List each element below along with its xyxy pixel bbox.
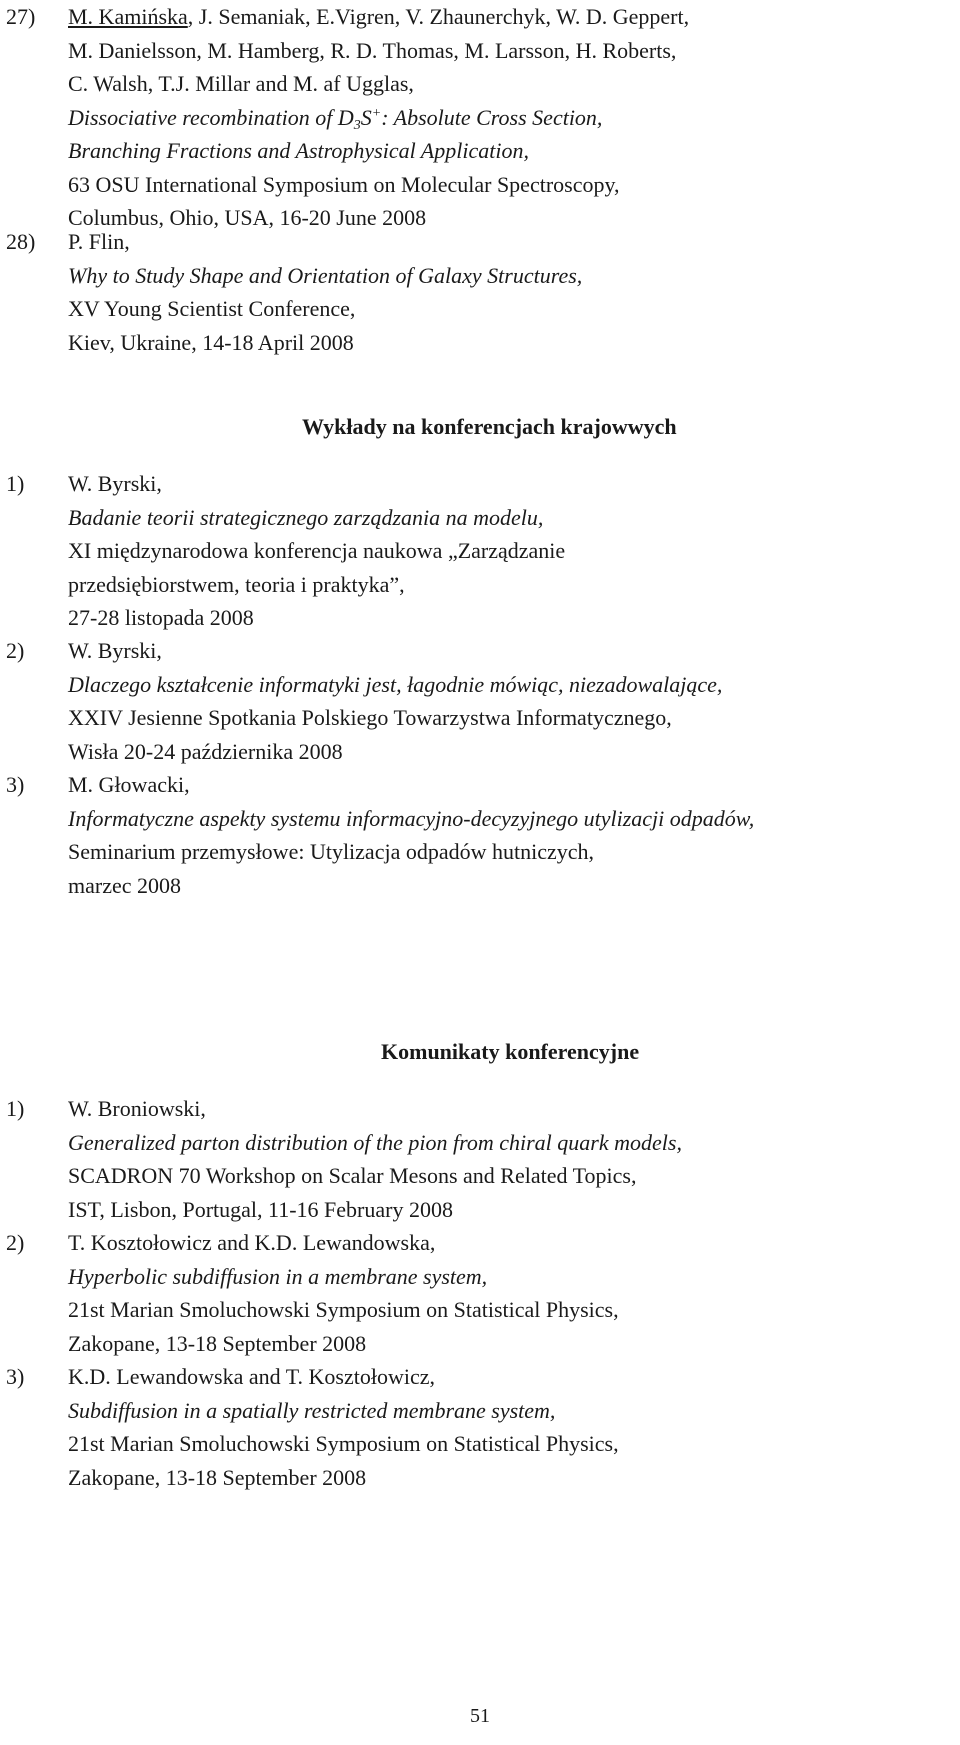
entry-number: 1): [6, 1096, 25, 1121]
title-text: : Absolute Cross Section,: [381, 104, 603, 130]
venue-line: IST, Lisbon, Portugal, 11-16 February 2008: [68, 1196, 453, 1222]
superscript: +: [371, 105, 382, 121]
authors-line: [68, 0, 958, 34]
section-heading-national-lectures: Wykłady na konferencjach krajowwych: [302, 414, 677, 439]
authors-line: M. Głowacki,: [68, 772, 190, 797]
authors-line: C. Walsh, T.J. Millar and M. af Ugglas,: [68, 71, 414, 96]
entry-number: 3): [6, 1364, 25, 1389]
entry-number: 1): [6, 471, 25, 496]
venue-line: Zakopane, 13-18 September 2008: [68, 1330, 367, 1356]
entry-title: Badanie teorii strategicznego zarządzania na modelu,: [68, 504, 544, 530]
section-heading-communications: Komunikaty konferencyjne: [381, 1039, 640, 1064]
entry-number: 27): [6, 4, 36, 29]
title-text: S: [360, 104, 372, 130]
authors-text: , J. Semaniak, E.Vigren, V. Zhaunerchyk, W. D. Geppert,: [187, 4, 690, 29]
venue-line: Columbus, Ohio, USA, 16-20 June 2008: [68, 205, 427, 230]
entry-number: 2): [6, 1230, 25, 1255]
venue-line: Wisła 20-24 października 2008: [68, 738, 343, 764]
page-number: 51: [470, 1705, 490, 1727]
venue-line: Seminarium przemysłowe: Utylizacja odpadów hutniczych,: [68, 839, 595, 864]
venue-line: przedsiębiorstwem, teoria i praktyka”,: [68, 571, 405, 597]
venue-line: XV Young Scientist Conference,: [68, 296, 356, 321]
venue-line: SCADRON 70 Workshop on Scalar Mesons and Related Topics,: [68, 1163, 637, 1188]
entry-number: 3): [6, 772, 25, 797]
entry-title: Subdiffusion in a spatially restricted membrane system,: [68, 1397, 556, 1423]
venue-line: XXIV Jesienne Spotkania Polskiego Towarzystwa Informatycznego,: [68, 705, 672, 730]
entry-title: Generalized parton distribution of the pion from chiral quark models,: [68, 1129, 682, 1155]
entry-title: [68, 101, 958, 135]
authors-line: W. Byrski,: [68, 638, 162, 663]
venue-line: 21st Marian Smoluchowski Symposium on Statistical Physics,: [68, 1297, 619, 1322]
authors-line: W. Byrski,: [68, 471, 162, 496]
venue-line: 27-28 listopada 2008: [68, 605, 254, 630]
venue-line: marzec 2008: [68, 872, 181, 898]
authors-line: K.D. Lewandowska and T. Kosztołowicz,: [68, 1364, 435, 1389]
underlined-author: M. Kamińska: [68, 4, 188, 29]
entry-title: Why to Study Shape and Orientation of Galaxy Structures,: [68, 262, 583, 288]
venue-line: XI międzynarodowa konferencja naukowa „Zarządzanie: [68, 538, 566, 563]
venue-line: Zakopane, 13-18 September 2008: [68, 1464, 367, 1490]
authors-line: W. Broniowski,: [68, 1096, 206, 1121]
entry-title: Dlaczego kształcenie informatyki jest, łagodnie mówiąc, niezadowalające,: [68, 671, 723, 697]
entry-number: 2): [6, 638, 25, 663]
authors-line: P. Flin,: [68, 229, 130, 254]
entry-title: Branching Fractions and Astrophysical Application,: [68, 138, 529, 163]
venue-line: 21st Marian Smoluchowski Symposium on Statistical Physics,: [68, 1431, 619, 1456]
venue-line: Kiev, Ukraine, 14-18 April 2008: [68, 329, 354, 355]
title-text: Dissociative recombination of D: [68, 104, 354, 130]
authors-line: M. Danielsson, M. Hamberg, R. D. Thomas, M. Larsson, H. Roberts,: [68, 37, 677, 63]
entry-number: 28): [6, 229, 36, 254]
entry-title: Informatyczne aspekty systemu informacyjno-decyzyjnego utylizacji odpadów,: [68, 805, 755, 831]
venue-line: 63 OSU International Symposium on Molecular Spectroscopy,: [68, 171, 620, 197]
entry-title: Hyperbolic subdiffusion in a membrane system,: [68, 1263, 488, 1289]
subscript: 3: [353, 117, 361, 133]
authors-line: T. Kosztołowicz and K.D. Lewandowska,: [68, 1230, 436, 1255]
